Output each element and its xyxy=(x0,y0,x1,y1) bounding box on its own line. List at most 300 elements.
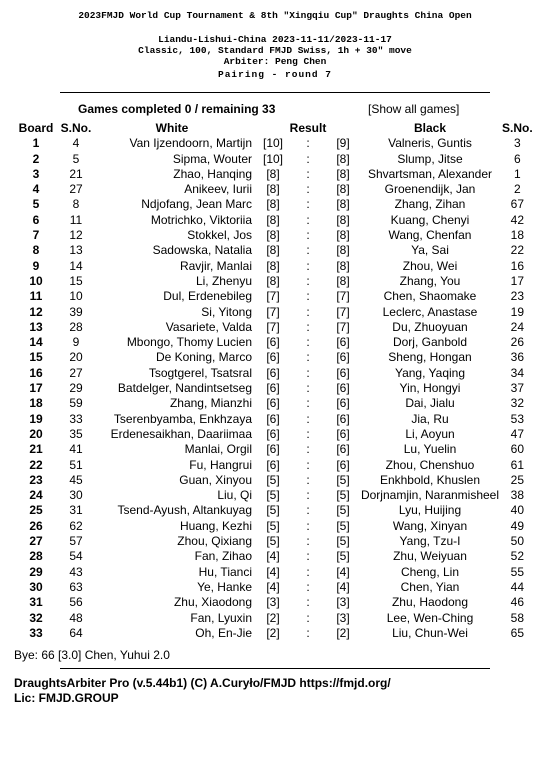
white-player: Li, Zhenyu xyxy=(195,273,252,288)
black-sno: 55 xyxy=(510,564,525,579)
white-points: [8] xyxy=(266,212,280,227)
white-player: Si, Yitong xyxy=(201,304,252,319)
black-points: [4] xyxy=(336,564,350,579)
black-player: Dorjnamjin, Naranmisheel xyxy=(360,488,500,503)
white-points: [4] xyxy=(266,579,280,594)
board-number: 29 xyxy=(29,564,43,579)
result-separator: : xyxy=(306,564,310,579)
table-row xyxy=(12,335,533,350)
result-separator: : xyxy=(306,625,310,640)
black-points: [8] xyxy=(336,182,350,197)
white-points: [6] xyxy=(266,381,280,396)
table-row xyxy=(12,519,533,534)
result-separator: : xyxy=(306,381,310,396)
black-player: Lee, Wen-Ching xyxy=(386,610,474,625)
black-player: Lyu, Huijing xyxy=(398,503,462,518)
black-sno: 60 xyxy=(510,442,525,457)
table-header-row xyxy=(12,121,533,136)
white-points: [8] xyxy=(266,166,280,181)
black-sno: 40 xyxy=(510,503,525,518)
white-points: [3] xyxy=(266,595,280,610)
table-row xyxy=(12,289,533,304)
white-sno: 41 xyxy=(69,442,83,457)
result-separator: : xyxy=(306,396,310,411)
black-sno: 24 xyxy=(510,319,525,334)
header-white: White xyxy=(155,121,189,135)
white-sno: 45 xyxy=(69,472,83,487)
table-row xyxy=(12,396,533,411)
black-player: Zhou, Wei xyxy=(402,258,458,273)
black-sno: 36 xyxy=(510,350,525,365)
black-player: Leclerc, Anastase xyxy=(382,304,478,319)
result-separator: : xyxy=(306,503,310,518)
white-player: Zhou, Qixiang xyxy=(177,534,252,549)
white-player: Tsogtgerel, Tsatsral xyxy=(148,365,252,380)
table-row xyxy=(12,350,533,365)
black-points: [6] xyxy=(336,365,350,380)
white-sno: 56 xyxy=(69,595,83,610)
table-row xyxy=(12,565,533,580)
black-player: Wang, Chenfan xyxy=(388,228,472,243)
footer-divider xyxy=(60,668,490,669)
white-player: Vasariete, Valda xyxy=(165,319,252,334)
black-player: Du, Zhuoyuan xyxy=(392,319,468,334)
black-sno: 19 xyxy=(510,304,525,319)
black-points: [4] xyxy=(336,579,350,594)
black-points: [5] xyxy=(336,549,350,564)
black-sno: 1 xyxy=(513,166,521,181)
black-points: [5] xyxy=(336,534,350,549)
black-player: Jia, Ru xyxy=(411,411,449,426)
white-player: Hu, Tianci xyxy=(198,564,252,579)
board-number: 6 xyxy=(32,212,40,227)
board-number: 32 xyxy=(29,610,43,625)
result-separator: : xyxy=(306,273,310,288)
white-points: [8] xyxy=(266,243,280,258)
black-player: Zhu, Weiyuan xyxy=(393,549,467,564)
white-points: [10] xyxy=(262,151,283,166)
result-separator: : xyxy=(306,289,310,304)
table-row xyxy=(12,473,533,488)
white-sno: 31 xyxy=(69,503,83,518)
white-sno: 10 xyxy=(69,289,83,304)
white-player: Tsend-Ayush, Altankuyag xyxy=(117,503,252,518)
white-points: [5] xyxy=(266,534,280,549)
board-number: 30 xyxy=(29,579,43,594)
white-player: Zhang, Mianzhi xyxy=(169,396,252,411)
black-sno: 49 xyxy=(510,518,525,533)
black-points: [6] xyxy=(336,335,350,350)
white-sno: 35 xyxy=(69,426,83,441)
board-number: 23 xyxy=(29,472,43,487)
table-row xyxy=(12,243,533,258)
black-points: [8] xyxy=(336,151,350,166)
bye-line: Bye: 66 [3.0] Chen, Yuhui 2.0 xyxy=(14,648,170,662)
black-player: Lu, Yuelin xyxy=(403,442,457,457)
result-separator: : xyxy=(306,228,310,243)
table-row xyxy=(12,259,533,274)
table-row xyxy=(12,611,533,626)
board-number: 19 xyxy=(29,411,43,426)
board-number: 10 xyxy=(29,273,43,288)
result-separator: : xyxy=(306,319,310,334)
black-player: Dorj, Ganbold xyxy=(392,335,468,350)
black-sno: 2 xyxy=(513,182,521,197)
black-player: Enkhbold, Khuslen xyxy=(379,472,481,487)
white-points: [6] xyxy=(266,442,280,457)
white-player: Fan, Zihao xyxy=(194,549,252,564)
black-sno: 47 xyxy=(510,426,525,441)
table-row xyxy=(12,152,533,167)
result-separator: : xyxy=(306,365,310,380)
white-sno: 14 xyxy=(69,258,83,273)
black-sno: 65 xyxy=(510,625,525,640)
black-sno: 38 xyxy=(510,488,525,503)
table-row xyxy=(12,488,533,503)
result-separator: : xyxy=(306,350,310,365)
black-points: [8] xyxy=(336,273,350,288)
white-points: [8] xyxy=(266,258,280,273)
result-separator: : xyxy=(306,472,310,487)
white-sno: 8 xyxy=(72,197,80,212)
black-player: Dai, Jialu xyxy=(405,396,455,411)
table-row xyxy=(12,366,533,381)
board-number: 24 xyxy=(29,488,43,503)
white-sno: 27 xyxy=(69,365,83,380)
white-player: Fu, Hangrui xyxy=(189,457,252,472)
black-points: [5] xyxy=(336,503,350,518)
result-separator: : xyxy=(306,442,310,457)
white-sno: 51 xyxy=(69,457,83,472)
white-player: Ye, Hanke xyxy=(197,579,252,594)
board-number: 8 xyxy=(32,243,40,258)
board-number: 3 xyxy=(32,166,40,181)
black-points: [6] xyxy=(336,350,350,365)
software-credit: DraughtsArbiter Pro (v.5.44b1) (C) A.Curyło/FMJD https://fmjd.org/ xyxy=(14,676,391,690)
black-player: Wang, Xinyan xyxy=(392,518,468,533)
arbiter-line: Arbiter: Peng Chen xyxy=(223,56,327,67)
black-points: [7] xyxy=(336,304,350,319)
white-player: Mbongo, Thomy Lucien xyxy=(126,335,252,350)
white-sno: 43 xyxy=(69,564,83,579)
black-player: Slump, Jitse xyxy=(397,151,463,166)
white-points: [4] xyxy=(266,564,280,579)
result-separator: : xyxy=(306,258,310,273)
board-number: 28 xyxy=(29,549,43,564)
black-sno: 34 xyxy=(510,365,525,380)
table-row xyxy=(12,595,533,610)
black-player: Zhang, Zihan xyxy=(394,197,466,212)
white-points: [6] xyxy=(266,396,280,411)
result-separator: : xyxy=(306,518,310,533)
white-sno: 48 xyxy=(69,610,83,625)
result-separator: : xyxy=(306,243,310,258)
black-sno: 58 xyxy=(510,610,525,625)
black-player: Liu, Chun-Wei xyxy=(392,625,468,640)
black-sno: 52 xyxy=(510,549,525,564)
result-separator: : xyxy=(306,595,310,610)
white-points: [5] xyxy=(266,472,280,487)
white-points: [8] xyxy=(266,273,280,288)
white-points: [7] xyxy=(266,319,280,334)
white-points: [7] xyxy=(266,289,280,304)
board-number: 26 xyxy=(29,518,43,533)
black-sno: 6 xyxy=(513,151,521,166)
black-points: [8] xyxy=(336,166,350,181)
black-points: [5] xyxy=(336,472,350,487)
table-row xyxy=(12,167,533,182)
header-white-sno: S.No. xyxy=(60,121,92,135)
black-points: [3] xyxy=(336,595,350,610)
white-player: Ravjir, Manlai xyxy=(179,258,252,273)
black-player: Kuang, Chenyi xyxy=(390,212,470,227)
white-player: Manlai, Orgil xyxy=(184,442,252,457)
result-separator: : xyxy=(306,579,310,594)
black-sno: 61 xyxy=(510,457,525,472)
white-points: [4] xyxy=(266,549,280,564)
black-points: [7] xyxy=(336,289,350,304)
white-sno: 33 xyxy=(69,411,83,426)
result-separator: : xyxy=(306,335,310,350)
black-sno: 23 xyxy=(510,289,525,304)
white-points: [2] xyxy=(266,610,280,625)
black-points: [6] xyxy=(336,442,350,457)
board-number: 12 xyxy=(29,304,43,319)
black-points: [5] xyxy=(336,488,350,503)
table-row xyxy=(12,305,533,320)
board-number: 7 xyxy=(32,228,40,243)
black-points: [7] xyxy=(336,319,350,334)
white-points: [6] xyxy=(266,350,280,365)
white-player: Erdenesaikhan, Daariimaa xyxy=(110,426,252,441)
white-player: Van Ijzendoorn, Martijn xyxy=(129,136,252,151)
white-player: Guan, Xinyou xyxy=(179,472,252,487)
white-player: Huang, Kezhi xyxy=(179,518,252,533)
black-points: [8] xyxy=(336,228,350,243)
black-points: [6] xyxy=(336,396,350,411)
black-sno: 17 xyxy=(510,273,525,288)
black-points: [5] xyxy=(336,518,350,533)
white-points: [6] xyxy=(266,457,280,472)
black-sno: 46 xyxy=(510,595,525,610)
white-sno: 28 xyxy=(69,319,83,334)
black-sno: 50 xyxy=(510,534,525,549)
white-player: Fan, Lyuxin xyxy=(190,610,252,625)
white-player: Motrichko, Viktoriia xyxy=(150,212,252,227)
black-player: Cheng, Lin xyxy=(400,564,460,579)
header-result: Result xyxy=(289,121,327,135)
table-row xyxy=(12,442,533,457)
white-sno: 63 xyxy=(69,579,83,594)
board-number: 17 xyxy=(29,381,43,396)
white-sno: 11 xyxy=(69,212,83,227)
black-points: [2] xyxy=(336,625,350,640)
pairing-round: Pairing - round 7 xyxy=(218,69,332,80)
black-points: [8] xyxy=(336,243,350,258)
black-player: Chen, Yian xyxy=(400,579,460,594)
table-row xyxy=(12,381,533,396)
white-points: [5] xyxy=(266,503,280,518)
table-row xyxy=(12,197,533,212)
board-number: 13 xyxy=(29,319,43,334)
black-player: Yang, Tzu-I xyxy=(399,534,461,549)
black-sno: 37 xyxy=(510,381,525,396)
white-points: [6] xyxy=(266,426,280,441)
white-points: [6] xyxy=(266,365,280,380)
black-points: [8] xyxy=(336,258,350,273)
tournament-title: 2023FMJD World Cup Tournament & 8th "Xingqiu Cup" Draughts China Open xyxy=(78,10,472,21)
table-row xyxy=(12,320,533,335)
black-player: Sheng, Hongan xyxy=(388,350,472,365)
white-sno: 13 xyxy=(69,243,83,258)
header-black-sno: S.No. xyxy=(502,121,533,135)
white-sno: 54 xyxy=(69,549,83,564)
result-separator: : xyxy=(306,457,310,472)
board-number: 16 xyxy=(29,365,43,380)
result-separator: : xyxy=(306,304,310,319)
white-sno: 9 xyxy=(72,335,80,350)
board-number: 5 xyxy=(32,197,40,212)
white-sno: 59 xyxy=(69,396,83,411)
board-number: 2 xyxy=(32,151,40,166)
board-number: 22 xyxy=(29,457,43,472)
result-separator: : xyxy=(306,411,310,426)
board-number: 11 xyxy=(29,289,43,304)
white-sno: 21 xyxy=(69,166,83,181)
white-player: Liu, Qi xyxy=(217,488,252,503)
header-black: Black xyxy=(413,121,447,135)
white-player: Oh, En-Jie xyxy=(195,625,252,640)
white-player: Stokkel, Jos xyxy=(187,228,252,243)
table-row xyxy=(12,274,533,289)
result-separator: : xyxy=(306,610,310,625)
location-dates: Liandu-Lishui-China 2023-11-11/2023-11-17 xyxy=(158,34,392,45)
result-separator: : xyxy=(306,534,310,549)
black-points: [6] xyxy=(336,381,350,396)
black-sno: 18 xyxy=(510,228,525,243)
black-sno: 3 xyxy=(513,136,521,151)
black-player: Zhang, You xyxy=(399,273,461,288)
white-points: [8] xyxy=(266,197,280,212)
white-player: De Koning, Marco xyxy=(155,350,252,365)
board-number: 14 xyxy=(29,335,43,350)
board-number: 33 xyxy=(29,625,43,640)
white-player: Sadowska, Natalia xyxy=(152,243,252,258)
black-sno: 42 xyxy=(510,212,525,227)
result-separator: : xyxy=(306,549,310,564)
white-sno: 5 xyxy=(72,151,80,166)
white-player: Zhu, Xiaodong xyxy=(173,595,252,610)
black-player: Valneris, Guntis xyxy=(388,136,472,151)
black-player: Chen, Shaomake xyxy=(383,289,477,304)
black-sno: 25 xyxy=(510,472,525,487)
table-row xyxy=(12,580,533,595)
black-player: Yin, Hongyi xyxy=(399,381,461,396)
pairing-table xyxy=(12,121,533,641)
result-separator: : xyxy=(306,212,310,227)
board-number: 4 xyxy=(32,182,40,197)
white-player: Ndjofang, Jean Marc xyxy=(141,197,252,212)
board-number: 1 xyxy=(32,136,40,151)
result-separator: : xyxy=(306,136,310,151)
black-points: [9] xyxy=(336,136,350,151)
games-summary: Games completed 0 / remaining 33 xyxy=(78,102,276,116)
table-row xyxy=(12,534,533,549)
white-points: [2] xyxy=(266,625,280,640)
board-number: 18 xyxy=(29,396,43,411)
white-sno: 27 xyxy=(69,182,83,197)
board-number: 27 xyxy=(29,534,43,549)
board-number: 9 xyxy=(32,258,40,273)
white-sno: 12 xyxy=(69,228,83,243)
white-sno: 29 xyxy=(69,381,83,396)
white-sno: 20 xyxy=(69,350,83,365)
license-line: Lic: FMJD.GROUP xyxy=(14,691,119,705)
white-points: [6] xyxy=(266,411,280,426)
black-points: [8] xyxy=(336,212,350,227)
black-player: Zhou, Chenshuo xyxy=(385,457,475,472)
table-row xyxy=(12,136,533,151)
table-row xyxy=(12,503,533,518)
black-player: Ya, Sai xyxy=(411,243,449,258)
board-number: 15 xyxy=(29,350,43,365)
black-player: Li, Aoyun xyxy=(405,426,455,441)
header-board: Board xyxy=(18,121,54,135)
black-sno: 22 xyxy=(510,243,525,258)
black-sno: 26 xyxy=(510,335,525,350)
table-row xyxy=(12,228,533,243)
white-sno: 39 xyxy=(69,304,83,319)
black-sno: 53 xyxy=(510,411,525,426)
black-player: Groenendijk, Jan xyxy=(384,182,476,197)
white-points: [6] xyxy=(266,335,280,350)
white-sno: 30 xyxy=(69,488,83,503)
white-player: Sipma, Wouter xyxy=(172,151,252,166)
result-separator: : xyxy=(306,197,310,212)
black-sno: 16 xyxy=(510,258,525,273)
show-all-games-link[interactable]: [Show all games] xyxy=(368,102,460,116)
black-sno: 44 xyxy=(510,579,525,594)
white-player: Zhao, Hanqing xyxy=(173,166,252,181)
result-separator: : xyxy=(306,426,310,441)
black-sno: 32 xyxy=(510,396,525,411)
white-points: [5] xyxy=(266,488,280,503)
white-points: [8] xyxy=(266,228,280,243)
black-points: [3] xyxy=(336,610,350,625)
white-sno: 15 xyxy=(69,273,83,288)
black-player: Yang, Yaqing xyxy=(394,365,466,380)
black-points: [8] xyxy=(336,197,350,212)
tournament-format: Classic, 100, Standard FMJD Swiss, 1h + 30" move xyxy=(138,45,412,56)
table-row xyxy=(12,427,533,442)
board-number: 21 xyxy=(29,442,43,457)
white-points: [10] xyxy=(262,136,283,151)
white-points: [8] xyxy=(266,182,280,197)
table-row xyxy=(12,549,533,564)
header-divider xyxy=(60,92,490,93)
white-player: Anikeev, Iurii xyxy=(184,182,252,197)
white-sno: 57 xyxy=(69,534,83,549)
black-player: Zhu, Haodong xyxy=(391,595,469,610)
white-player: Tserenbyamba, Enkhzaya xyxy=(113,411,252,426)
board-number: 20 xyxy=(29,426,43,441)
table-row xyxy=(12,182,533,197)
table-row xyxy=(12,412,533,427)
white-points: [7] xyxy=(266,304,280,319)
white-points: [5] xyxy=(266,518,280,533)
board-number: 31 xyxy=(29,595,43,610)
black-points: [6] xyxy=(336,426,350,441)
